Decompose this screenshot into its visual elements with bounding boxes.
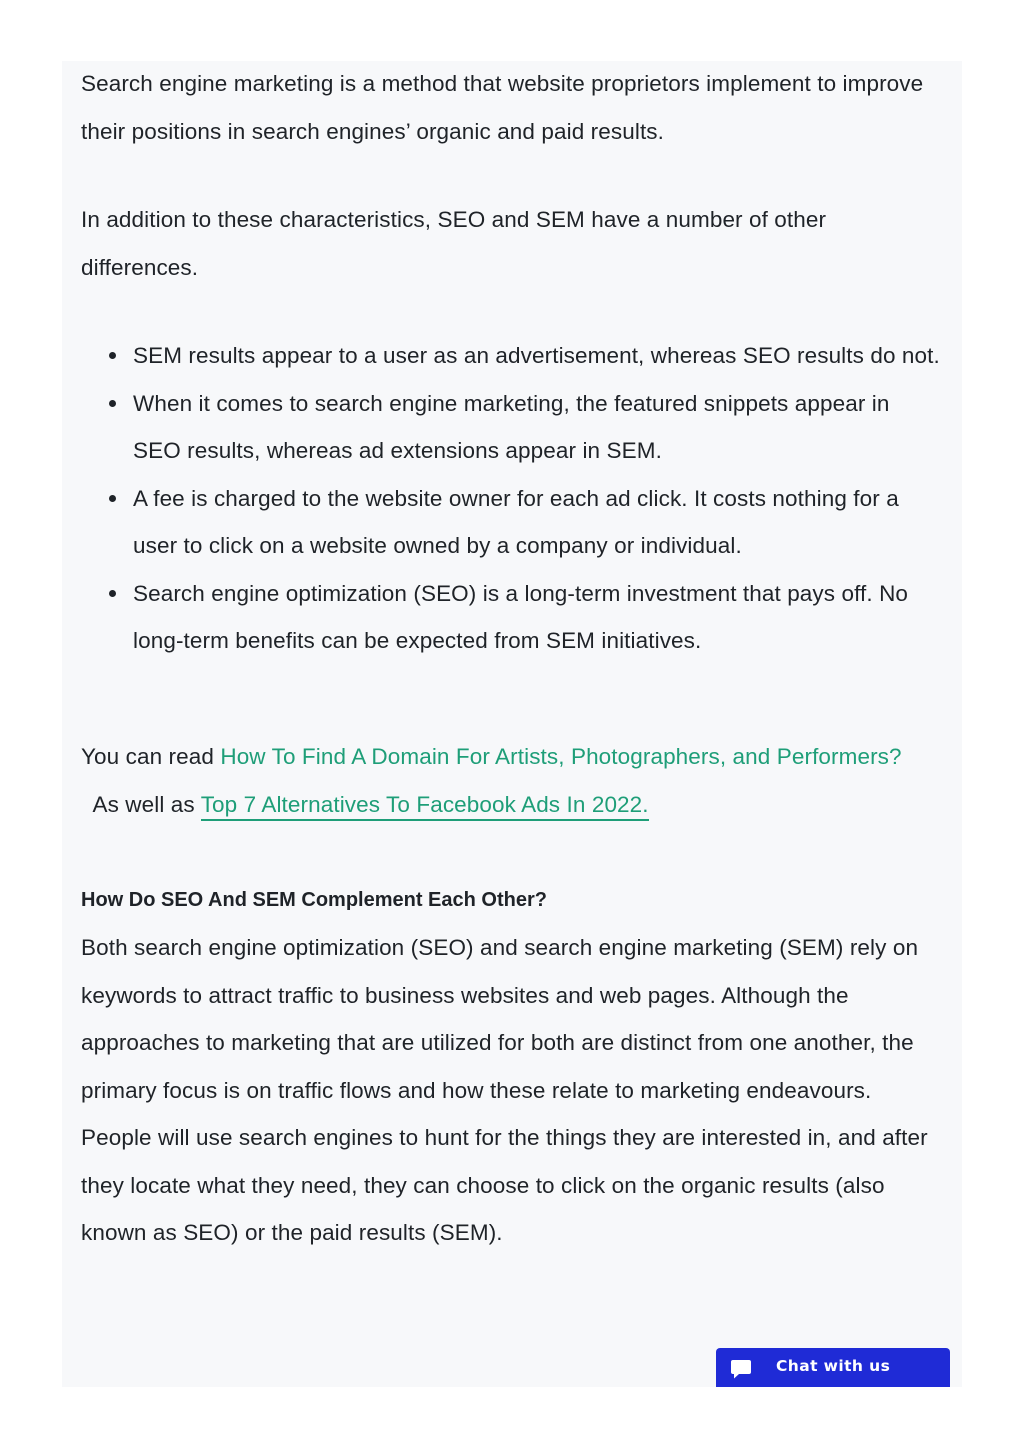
read-more-middle: As well as [81,791,201,817]
bullet-dot-icon [109,352,116,359]
list-item [133,475,943,570]
paragraph-sem-definition: Search engine marketing is a method that website proprietors implement to improve their positions in search engines’ organic and paid results. [81,71,924,144]
list-item [133,380,943,475]
read-more-prefix: You can read [81,744,221,769]
differences-list [81,332,943,665]
list-item [133,570,943,665]
read-more-paragraph [81,733,943,828]
link-facebook-ads-alternatives[interactable]: Top 7 Alternatives To Facebook Ads In 2022. [201,792,649,821]
bullet-dot-icon [109,495,116,502]
list-item-text: Search engine optimization (SEO) is a long-term investment that pays off. No long-term benefits can be expected from SEM initiatives. [133,580,909,653]
link-find-domain-artists[interactable]: How To Find A Domain For Artists, Photographers, and Performers? [220,744,902,769]
list-item-text: SEM results appear to a user as an advertisement, whereas SEO results do not. [133,343,940,368]
paragraph-differences-intro: In addition to these characteristics, SEO and SEM have a number of other differences. [81,207,827,280]
paragraph-complement: Both search engine optimization (SEO) and search engine marketing (SEM) rely on keywords to attract traffic to business websites and web pages. Although the approaches to marketing that are utilized for both are distinct from one another, the primary focus is on traffic flows and how these relate to marketing endeavours. People will use search engines to hunt for the things they are interested in, and after they locate what they need, they can choose to click on the organic results (also known as SEO) or the paid results (SEM). [81,935,928,1245]
article-panel [62,61,962,1387]
list-item [133,332,943,380]
list-item-text: When it comes to search engine marketing, the featured snippets appear in SEO results, whereas ad extensions appear in SEM. [133,390,890,463]
chat-button-label: Chat with us [776,1357,891,1375]
list-item-text: A fee is charged to the website owner for each ad click. It costs nothing for a user to click on a website owned by a company or individual. [133,485,899,558]
chat-bubble-icon [730,1358,752,1380]
chat-with-us-button[interactable] [716,1348,950,1387]
bullet-dot-icon [109,590,116,597]
bullet-dot-icon [109,400,116,407]
section-heading: How Do SEO And SEM Complement Each Other? [81,889,547,911]
